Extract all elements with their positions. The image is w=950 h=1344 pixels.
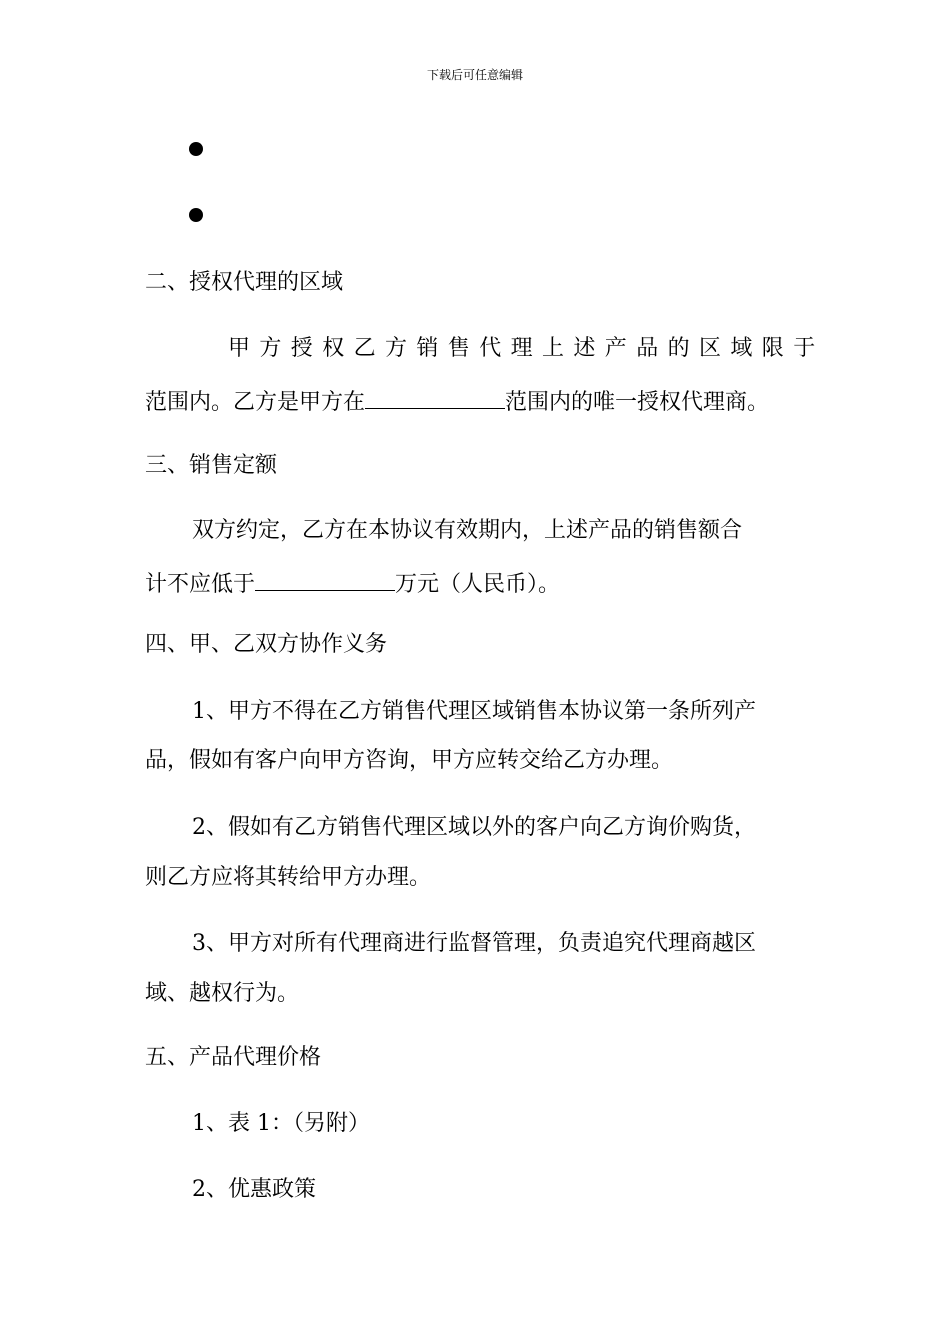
section-4-item-1-line-2: 品，假如有客户向甲方咨询，甲方应转交给乙方办理。 (145, 748, 674, 773)
section-3-title: 三、销售定额 (145, 453, 278, 478)
fill-in-blank[interactable] (255, 566, 395, 591)
fill-in-blank[interactable] (365, 384, 505, 409)
section-4-item-2-line-2: 则乙方应将其转给甲方办理。 (145, 865, 432, 890)
section-5-item-2: 2、优惠政策 (192, 1177, 316, 1202)
bullet-point (189, 142, 203, 156)
section-4-item-2-line-1: 2、假如有乙方销售代理区域以外的客户向乙方询价购货， (192, 815, 756, 840)
section-2-text-before-blank: 范围内。乙方是甲方在 (145, 390, 366, 415)
section-2-paragraph-line-1: 甲方授权乙方销售代理上述产品的区域限于 (228, 336, 825, 361)
section-2-paragraph-line-2 (145, 384, 769, 418)
section-4-item-3-line-1: 3、甲方对所有代理商进行监督管理，负责追究代理商越区 (192, 931, 756, 956)
section-3-paragraph-line-2 (145, 566, 560, 600)
section-4-title: 四、甲、乙双方协作义务 (145, 632, 388, 657)
section-5-title: 五、产品代理价格 (145, 1045, 322, 1070)
section-2-title: 二、授权代理的区域 (145, 270, 344, 295)
section-5-item-1: 1、表 1：（另附） (192, 1111, 370, 1136)
section-4-item-1-line-1: 1、甲方不得在乙方销售代理区域销售本协议第一条所列产 (192, 699, 756, 724)
section-3-text-before-blank: 计不应低于 (145, 572, 256, 597)
bullet-point (189, 208, 203, 222)
section-2-text-after-blank: 范围内的唯一授权代理商。 (505, 390, 770, 415)
page-header-note: 下载后可任意编辑 (426, 68, 523, 82)
section-4-item-3-line-2: 域、越权行为。 (145, 981, 300, 1006)
section-3-paragraph-line-1: 双方约定，乙方在本协议有效期内，上述产品的销售额合 (192, 518, 743, 543)
section-3-text-after-blank: 万元（人民币）。 (395, 572, 561, 597)
